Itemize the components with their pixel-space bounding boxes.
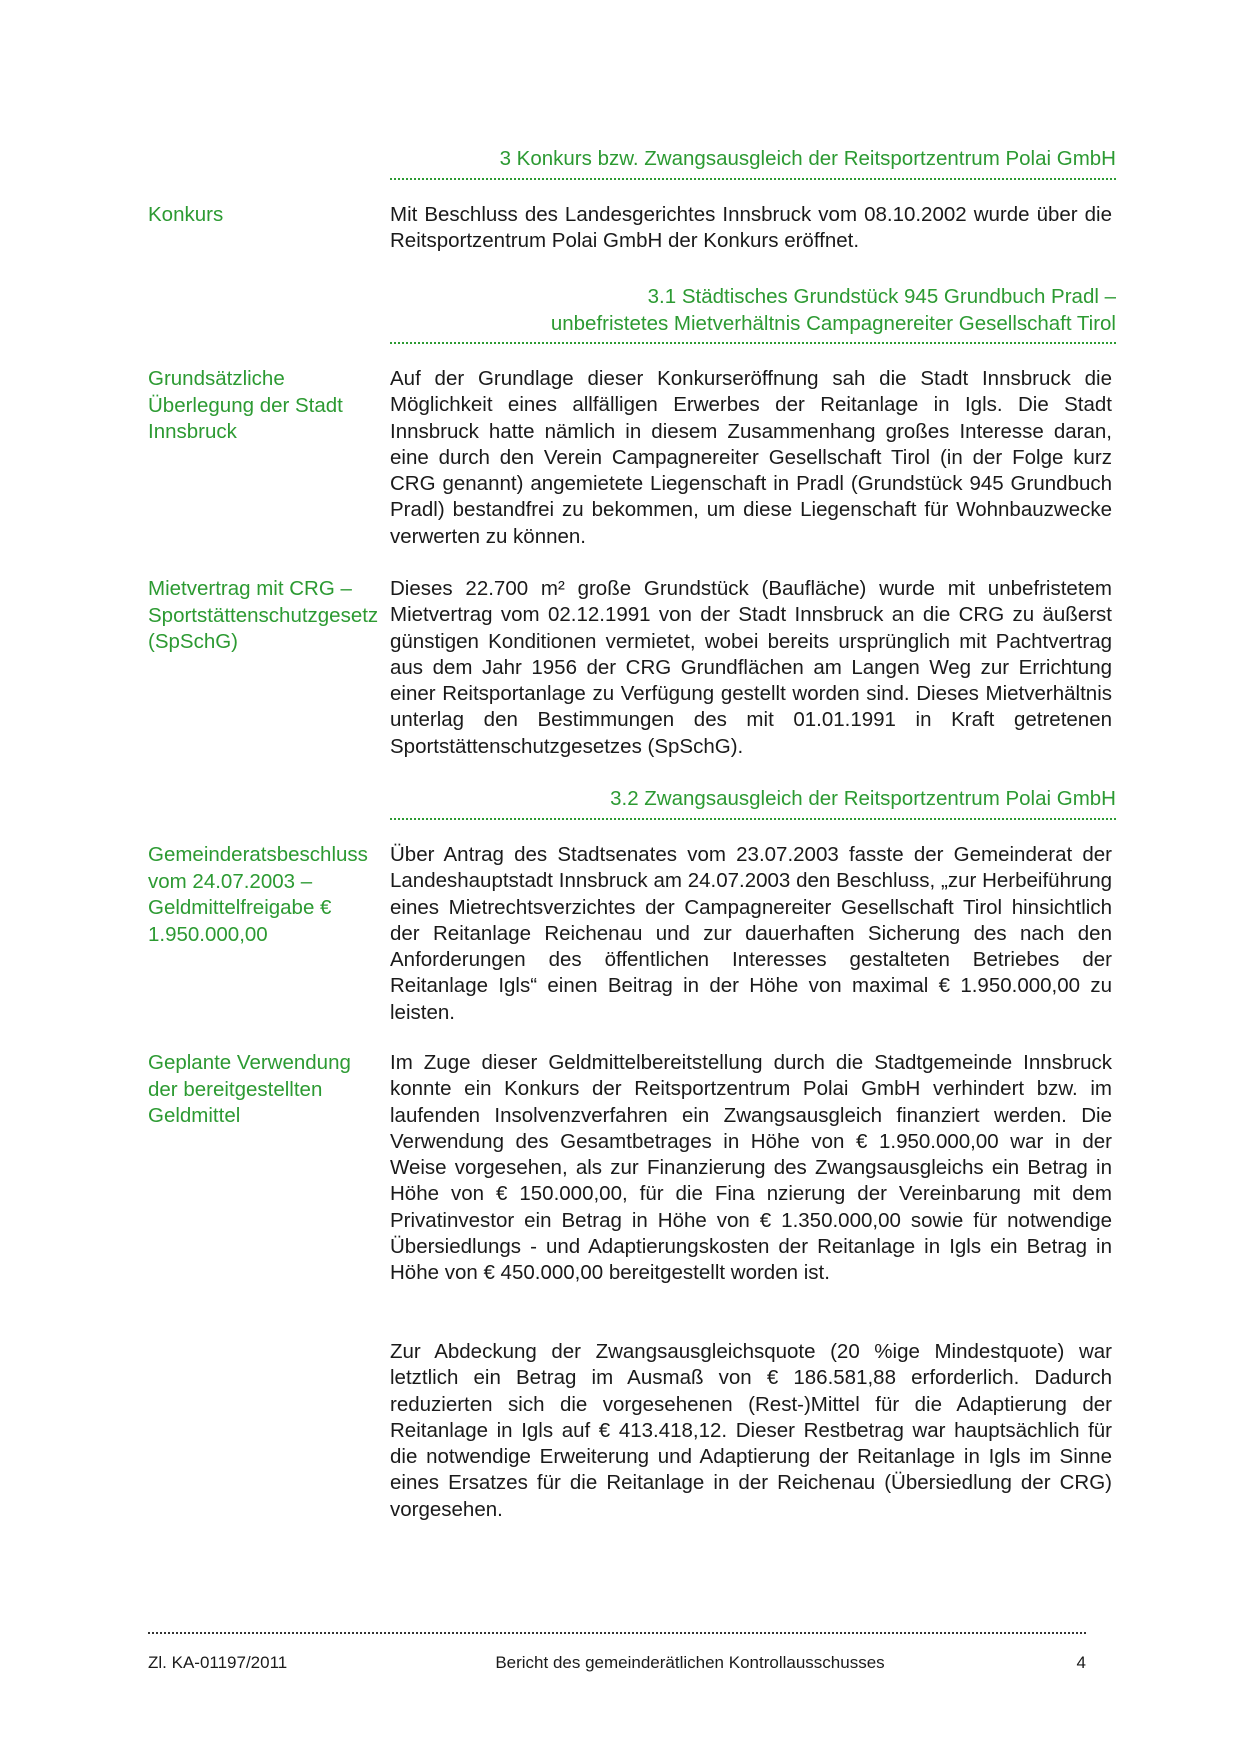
footer-divider: [148, 1632, 1086, 1634]
margin-note-gemeinderatsbeschluss: Gemeinderatsbeschluss vom 24.07.2003 – Geldmittelfreigabe € 1.950.000,00: [148, 843, 368, 946]
footer-reference: Zl. KA-01197/2011: [148, 1653, 288, 1672]
margin-note-konkurs: Konkurs: [148, 203, 224, 226]
footer-title: Bericht des gemeinderätlichen Kontrollausschusses: [495, 1653, 885, 1672]
paragraph-geplante-verwendung: Im Zuge dieser Geldmittelbereitstellung durch die Stadtgemeinde Innsbruck konnte ein Konkurs der Reitsportzentrum Polai GmbH verhindert bzw. im laufenden Insolvenzverfahren ein Zwangsausgleich finanziert werden. Die Verwendung des Gesamtbetrages in Höhe von € 1.950.000,00 war in der Weise vorgesehen, als zur Finanzierung des Zwangsausgleichs ein Betrag in Höhe von € 150.000,00, für die Fina nzierung der Vereinbarung mit dem Privatinvestor ein Betrag in Höhe von € 1.350.000,00 sowie für notwendige Übersiedlungs - und Adaptierungskosten der Reitanlage in Igls ein Betrag in Höhe von € 450.000,00 bereitgestellt worden ist.: [390, 1051, 1112, 1285]
section-3-heading-text: 3 Konkurs bzw. Zwangsausgleich der Reitsportzentrum Polai GmbH: [499, 147, 1116, 170]
margin-note-grundsaetzliche-ueberlegung: Grundsätzliche Überlegung der Stadt Innsbruck: [148, 367, 343, 443]
paragraph-gemeinderatsbeschluss: Über Antrag des Stadtsenates vom 23.07.2003 fasste der Gemeinderat der Landeshauptstadt Innsbruck am 24.07.2003 den Beschluss, „zur Herbeiführung eines Mietrechtsverzichtes der Campagnereiter Gesellschaft Tirol hinsichtlich der Reitanlage Reichenau und zur dauerhaften Sicherung des nach den Anforderungen des öffentlichen Interesses gestalteten Betriebes der Reitanlage Igls“ einen Beitrag in der Höhe von maximal € 1.950.000,00 zu leisten.: [390, 843, 1112, 1024]
margin-note-geplante-verwendung: Geplante Verwendung der bereitgestellten Geldmittel: [148, 1051, 351, 1127]
section-3-1-heading: [390, 284, 1116, 344]
section-3-heading: [390, 146, 1116, 180]
margin-note-mietvertrag: Mietvertrag mit CRG – Sportstättenschutzgesetz (SpSchG): [148, 577, 379, 653]
section-3-2-heading: [390, 786, 1116, 820]
paragraph-mietvertrag: Dieses 22.700 m² große Grundstück (Baufläche) wurde mit unbefristetem Mietvertrag vom 02.12.1991 von der Stadt Innsbruck an die CRG zu äußerst günstigen Konditionen vermietet, wobei bereits ursprünglich mit Pachtvertrag aus dem Jahr 1956 der CRG Grundflächen am Langen Weg zur Errichtung einer Reitsportanlage zu Verfügung gestellt worden sind. Dieses Mietverhältnis unterlag den Bestimmungen des mit 01.01.1991 in Kraft getretenen Sportstättenschutzgesetzes (SpSchG).: [390, 577, 1112, 758]
footer-page-number: 4: [1076, 1653, 1086, 1672]
paragraph-konkurs: Mit Beschluss des Landesgerichtes Innsbruck vom 08.10.2002 wurde über die Reitsportzentrum Polai GmbH der Konkurs eröffnet.: [390, 203, 1112, 253]
paragraph-grundsaetzliche-ueberlegung: Auf der Grundlage dieser Konkurseröffnung sah die Stadt Innsbruck die Möglichkeit eines allfälligen Erwerbes der Reitanlage in Igls. Die Stadt Innsbruck hatte nämlich in diesem Zusammenhang großes Interesse daran, eine durch den Verein Campagnereiter Gesellschaft Tirol (in der Folge kurz CRG genannt) angemietete Liegenschaft in Pradl (Grundstück 945 Grundbuch Pradl) bestandfrei zu bekommen, um diese Liegenschaft für Wohnbauzwecke verwerten zu können.: [390, 367, 1112, 548]
paragraph-abdeckung: Zur Abdeckung der Zwangsausgleichsquote (20 %ige Mindestquote) war letztlich ein Betrag im Ausmaß von € 186.581,88 erforderlich. Dadurch reduzierten sich die vorgesehenen (Rest-)Mittel für die Adaptierung der Reitanlage in Igls auf € 413.418,12. Dieser Restbetrag war hauptsächlich für die notwendige Erweiterung und Adaptierung der Reitanlage in Igls im Sinne eines Ersatzes für die Reitanlage in der Reichenau (Übersiedlung der CRG) vorgesehen.: [390, 1340, 1112, 1521]
section-3-1-heading-line-1: 3.1 Städtisches Grundstück 945 Grundbuch Pradl –: [647, 285, 1116, 308]
section-3-2-heading-text: 3.2 Zwangsausgleich der Reitsportzentrum Polai GmbH: [610, 787, 1116, 810]
section-3-1-heading-line-2: unbefristetes Mietverhältnis Campagnereiter Gesellschaft Tirol: [550, 311, 1116, 335]
